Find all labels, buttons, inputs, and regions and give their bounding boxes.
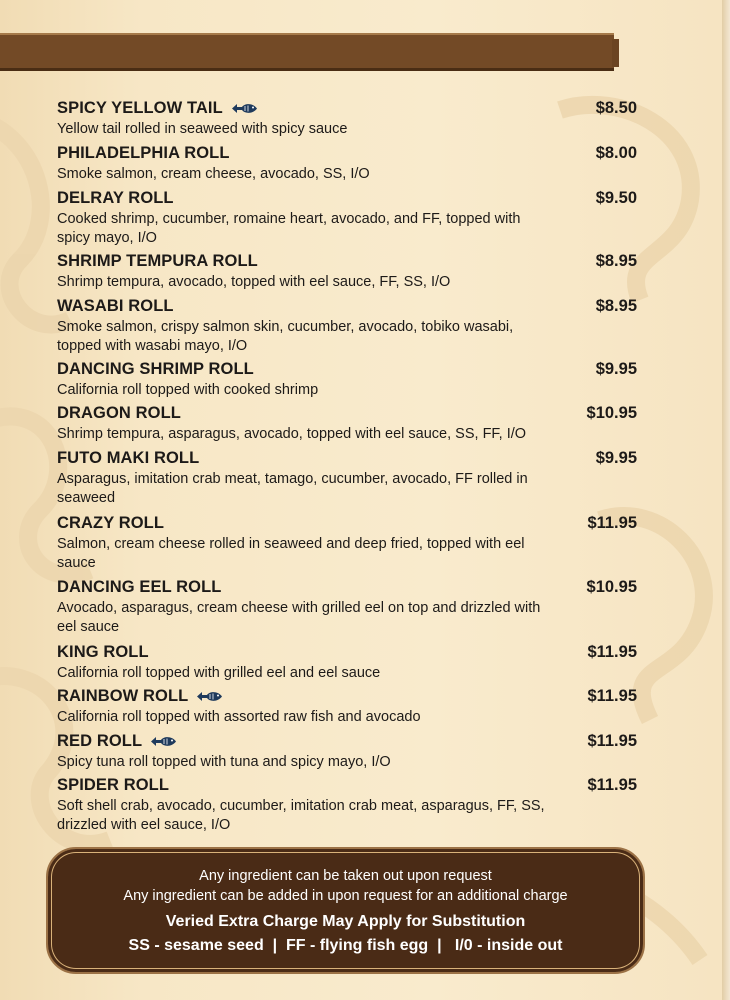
- menu-item-name: DANCING EEL ROLL: [57, 578, 222, 596]
- header-bar: [0, 33, 614, 71]
- menu-item-description: Spicy tuna roll topped with tuna and spicy mayo, I/O: [57, 754, 391, 770]
- menu-item-description: California roll topped with assorted raw fish and avocado: [57, 709, 421, 725]
- menu-item-price: $8.95: [595, 297, 637, 315]
- menu-item-name: DELRAY ROLL: [57, 189, 174, 207]
- menu-item: [57, 512, 637, 573]
- menu-item: [57, 447, 637, 508]
- menu-item-price: $9.50: [595, 189, 637, 207]
- menu-item: [57, 685, 637, 727]
- menu-item-description: Smoke salmon, cream cheese, avocado, SS, I/O: [57, 166, 370, 182]
- menu-item-price: $10.95: [586, 578, 637, 596]
- header-bar-tab: [612, 39, 619, 67]
- menu-item: [57, 97, 637, 139]
- menu-item: [57, 641, 637, 683]
- menu-item: [57, 142, 637, 184]
- menu-item-description: Salmon, cream cheese rolled in seaweed and deep fried, topped with eel sauce: [57, 536, 525, 571]
- menu-item-description: Avocado, asparagus, cream cheese with grilled eel on top and drizzled with eel sauce: [57, 600, 541, 635]
- note-substitution-charge: Veried Extra Charge May Apply for Substitution: [165, 913, 526, 930]
- menu-item-price: $11.95: [587, 643, 637, 661]
- menu-item-name: RED ROLL: [57, 732, 143, 750]
- fish-icon: [231, 102, 258, 115]
- menu-item-name: DRAGON ROLL: [57, 404, 181, 422]
- menu-item: [57, 187, 637, 248]
- menu-item-price: $8.00: [595, 144, 637, 162]
- menu-item: [57, 774, 637, 835]
- menu-item-name: FUTO MAKI ROLL: [57, 449, 200, 467]
- menu-item: [57, 358, 637, 400]
- note-add-ingredient: Any ingredient can be added in upon request for an additional charge: [123, 888, 568, 904]
- menu-item-price: $9.95: [595, 360, 637, 378]
- menu-item: [57, 576, 637, 637]
- menu-item-description: Soft shell crab, avocado, cucumber, imitation crab meat, asparagus, FF, SS, drizzled with eel sauce, I/O: [57, 798, 545, 833]
- menu-item: [57, 402, 637, 444]
- menu-item: [57, 730, 637, 772]
- page-edge: [722, 0, 730, 1000]
- menu-item-description: Shrimp tempura, avocado, topped with eel sauce, FF, SS, I/O: [57, 274, 451, 290]
- menu-item-price: $8.50: [595, 99, 637, 117]
- menu-item-price: $10.95: [586, 404, 637, 422]
- fish-icon: [150, 735, 177, 748]
- menu-item: [57, 250, 637, 292]
- menu-item-name: SHRIMP TEMPURA ROLL: [57, 252, 258, 270]
- menu-item-price: $11.95: [587, 732, 637, 750]
- menu-item-name: KING ROLL: [57, 643, 149, 661]
- menu-item-name: WASABI ROLL: [57, 297, 174, 315]
- menu-item-name: SPIDER ROLL: [57, 776, 170, 794]
- menu-item-description: California roll topped with cooked shrimp: [57, 382, 319, 398]
- menu-item: [57, 295, 637, 356]
- menu-item-price: $8.95: [595, 252, 637, 270]
- menu-item-name: RAINBOW ROLL: [57, 687, 189, 705]
- menu-item-price: $9.95: [595, 449, 637, 467]
- menu-item-description: Cooked shrimp, cucumber, romaine heart, avocado, and FF, topped with spicy mayo, I/O: [57, 211, 521, 246]
- fish-icon: [196, 690, 223, 703]
- notes-box: [46, 847, 645, 974]
- menu-item-name: DANCING SHRIMP ROLL: [57, 360, 254, 378]
- menu-item-price: $11.95: [587, 776, 637, 794]
- menu-item-description: Asparagus, imitation crab meat, tamago, cucumber, avocado, FF rolled in seaweed: [57, 471, 528, 506]
- menu-item-name: PHILADELPHIA ROLL: [57, 144, 230, 162]
- note-abbreviation-legend: SS - sesame seed | FF - flying fish egg | I/0 - inside out: [128, 937, 563, 954]
- menu-item-price: $11.95: [587, 687, 637, 705]
- menu-item-name: CRAZY ROLL: [57, 514, 165, 532]
- note-remove-ingredient: Any ingredient can be taken out upon request: [199, 868, 492, 884]
- menu-item-description: Yellow tail rolled in seaweed with spicy sauce: [57, 121, 348, 137]
- menu-item-name: SPICY YELLOW TAIL: [57, 99, 223, 117]
- menu-item-description: Smoke salmon, crispy salmon skin, cucumber, avocado, tobiko wasabi, topped with wasabi mayo, I/O: [57, 319, 514, 354]
- menu-item-description: Shrimp tempura, asparagus, avocado, topped with eel sauce, SS, FF, I/O: [57, 426, 527, 442]
- menu-item-description: California roll topped with grilled eel and eel sauce: [57, 665, 381, 681]
- menu-item-price: $11.95: [587, 514, 637, 532]
